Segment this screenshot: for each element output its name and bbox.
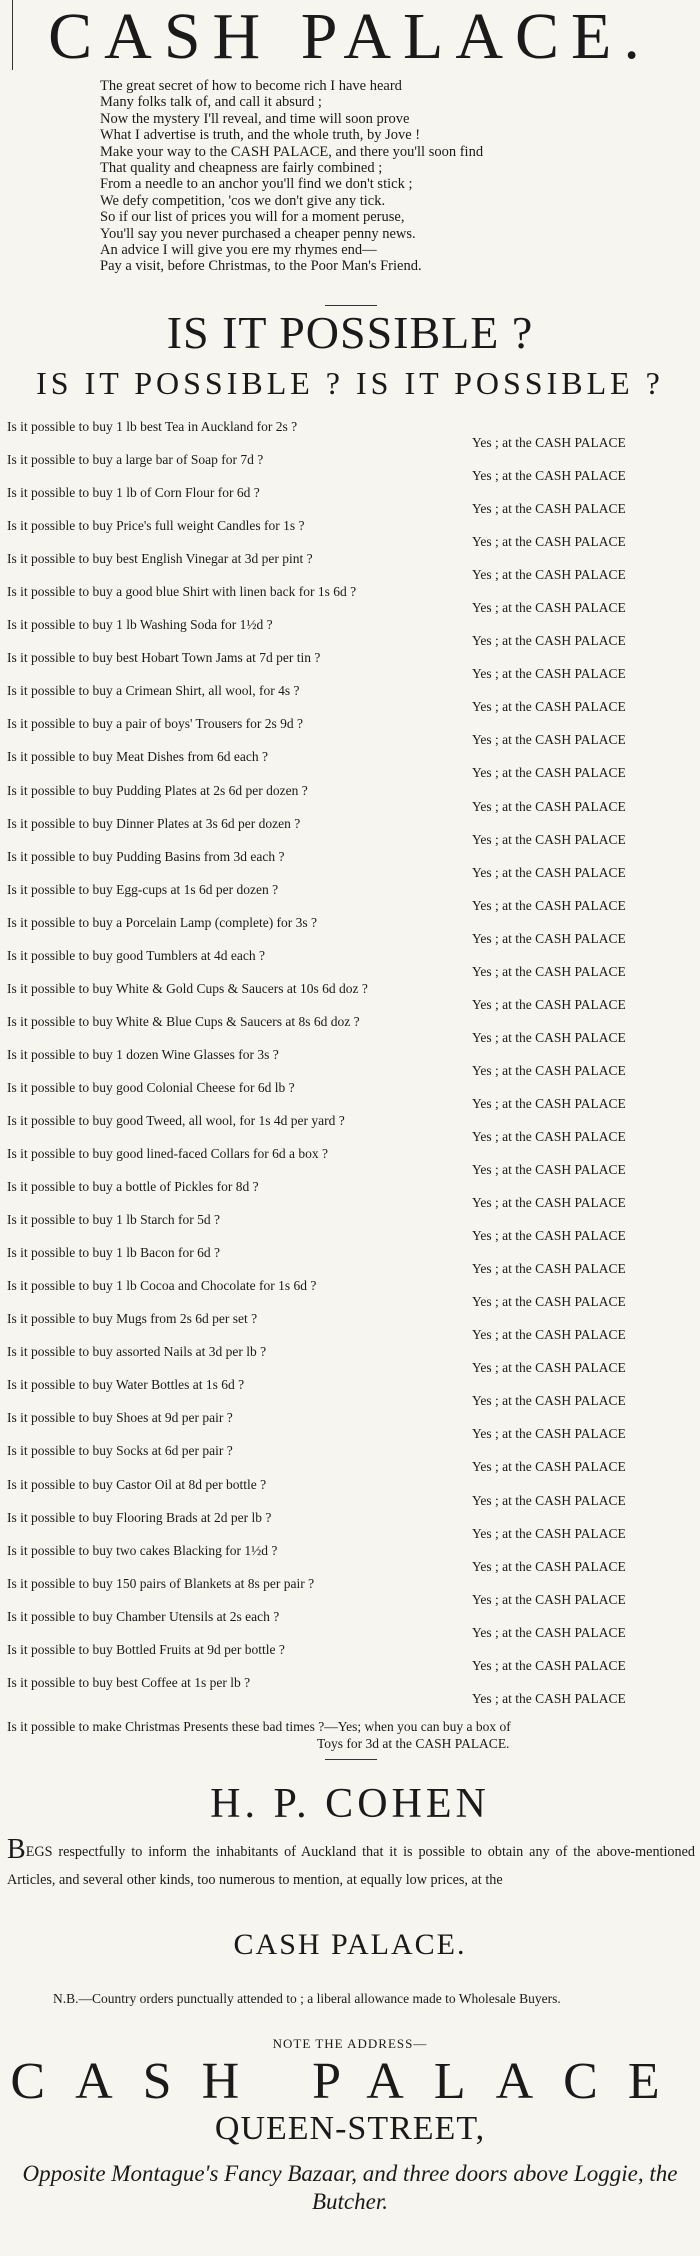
question-text: Is it possible to buy 1 dozen Wine Glasses for 3s ?: [7, 1046, 279, 1062]
street-name: QUEEN-STREET,: [214, 2110, 486, 2147]
answer-text: Yes ; at the CASH PALACE: [472, 1294, 626, 1310]
poem-line: From a needle to an anchor you'll find we don't stick ;: [100, 176, 413, 193]
question-text: Is it possible to buy Water Bottles at 1s 6d ?: [7, 1377, 245, 1393]
drop-cap: B: [7, 1834, 26, 1865]
question-text: Is it possible to buy Shoes at 9d per pair ?: [7, 1410, 233, 1426]
question-row: [0, 416, 700, 449]
question-text: Is it possible to buy 1 lb of Corn Flour for 6d ?: [7, 485, 260, 501]
poem-line: We defy competition, 'cos we don't give any tick.: [100, 192, 386, 209]
question-text: Is it possible to buy Mugs from 2s 6d per set ?: [7, 1311, 258, 1327]
question-row: [0, 1474, 700, 1507]
answer-text: Yes ; at the CASH PALACE: [472, 1459, 626, 1475]
question-text: Is it possible to buy a Crimean Shirt, all wool, for 4s ?: [7, 683, 300, 699]
answer-text: Yes ; at the CASH PALACE: [472, 1690, 626, 1706]
poem-line: You'll say you never purchased a cheaper penny news.: [100, 225, 416, 242]
question-row: [0, 1573, 700, 1606]
question-row: [0, 1242, 700, 1275]
answer-text: Yes ; at the CASH PALACE: [472, 1657, 626, 1673]
answer-text: Yes ; at the CASH PALACE: [472, 864, 626, 880]
question-text: Is it possible to buy Pudding Plates at 2s 6d per dozen ?: [7, 782, 308, 798]
question-text: Is it possible to buy a bottle of Pickles for 8d ?: [7, 1179, 259, 1195]
question-text: Is it possible to buy Castor Oil at 8d per bottle ?: [7, 1476, 267, 1492]
question-list: [0, 416, 700, 1705]
question-text: Is it possible to buy 150 pairs of Blankets at 8s per pair ?: [7, 1575, 315, 1591]
answer-text: Yes ; at the CASH PALACE: [472, 699, 626, 715]
question-row: [0, 1011, 700, 1044]
question-text: Is it possible to buy Dinner Plates at 3s 6d per dozen ?: [7, 815, 301, 831]
poem-line: Many folks talk of, and call it absurd ;: [100, 94, 322, 111]
poem-line: An advice I will give you ere my rhymes end—: [100, 242, 377, 259]
question-text: Is it possible to buy assorted Nails at 3d per lb ?: [7, 1344, 267, 1360]
question-row: [0, 879, 700, 912]
announcement-text: EGS respectfully to inform the inhabitants of Auckland that it is possible to obtain any of the above-mentioned Articles, and several other kinds, too numerous to mention, at equally low prices, at the: [7, 1844, 695, 1888]
answer-text: Yes ; at the CASH PALACE: [472, 468, 626, 484]
poem-line: That quality and cheapness are fairly combined ;: [100, 160, 383, 177]
answer-text: Yes ; at the CASH PALACE: [472, 435, 626, 450]
question-row: [0, 1044, 700, 1077]
cash-palace-banner: CASH PALACE: [10, 2053, 690, 2110]
subheadline: IS IT POSSIBLE ? IS IT POSSIBLE ?: [36, 365, 664, 401]
answer-text: Yes ; at the CASH PALACE: [472, 831, 626, 847]
answer-text: Yes ; at the CASH PALACE: [472, 633, 626, 649]
question-text: Is it possible to buy 1 lb best Tea in Auckland for 2s ?: [7, 419, 298, 434]
question-text: Is it possible to buy 1 lb Bacon for 6d ?: [7, 1245, 220, 1261]
answer-text: Yes ; at the CASH PALACE: [472, 1195, 626, 1211]
answer-text: Yes ; at the CASH PALACE: [472, 930, 626, 946]
question-row: [0, 746, 700, 779]
answer-text: Yes ; at the CASH PALACE: [472, 1426, 626, 1442]
question-row: [0, 846, 700, 879]
question-text: Is it possible to buy best Coffee at 1s per lb ?: [7, 1674, 251, 1690]
question-row: [0, 1077, 700, 1110]
headline: IS IT POSSIBLE ?: [166, 307, 534, 358]
question-row: [0, 945, 700, 978]
poem-line: The great secret of how to become rich I have heard: [100, 78, 402, 94]
question-text: Is it possible to buy a pair of boys' Trousers for 2s 9d ?: [7, 716, 304, 732]
question-text: Is it possible to buy Socks at 6d per pair ?: [7, 1443, 233, 1459]
question-text: Is it possible to buy 1 lb Cocoa and Chocolate for 1s 6d ?: [7, 1278, 317, 1294]
poem-line: Now the mystery I'll reveal, and time will soon prove: [100, 110, 410, 127]
answer-text: Yes ; at the CASH PALACE: [472, 765, 626, 781]
answer-text: Yes ; at the CASH PALACE: [472, 600, 626, 616]
divider: [325, 305, 377, 306]
poem-line: Pay a visit, before Christmas, to the Poor Man's Friend.: [100, 258, 422, 275]
question-text: Is it possible to buy good Colonial Cheese for 6d lb ?: [7, 1079, 295, 1095]
question-row: [0, 978, 700, 1011]
question-row: [0, 581, 700, 614]
answer-text: Yes ; at the CASH PALACE: [472, 501, 626, 517]
location-description: Opposite Montague's Fancy Bazaar, and three doors above Loggie, the Butcher.: [22, 2161, 678, 2214]
address-note: NOTE THE ADDRESS—: [272, 2036, 428, 2051]
answer-text: Yes ; at the CASH PALACE: [472, 1558, 626, 1574]
answer-text: Yes ; at the CASH PALACE: [472, 1128, 626, 1144]
answer-text: Yes ; at the CASH PALACE: [472, 1591, 626, 1607]
question-row: [0, 1341, 700, 1374]
question-text: Is it possible to buy Egg-cups at 1s 6d per dozen ?: [7, 881, 279, 897]
answer-text: Yes ; at the CASH PALACE: [472, 1393, 626, 1409]
answer-text: Yes ; at the CASH PALACE: [472, 1228, 626, 1244]
question-text: Is it possible to buy a large bar of Soap for 7d ?: [7, 452, 264, 468]
poem-line: Make your way to the CASH PALACE, and there you'll soon find: [100, 143, 484, 160]
answer-text: Yes ; at the CASH PALACE: [472, 1492, 626, 1508]
answer-text: Yes ; at the CASH PALACE: [472, 996, 626, 1012]
answer-text: Yes ; at the CASH PALACE: [472, 666, 626, 682]
question-text: Is it possible to buy good Tumblers at 4d each ?: [7, 947, 265, 963]
question-text: Is it possible to buy Meat Dishes from 6d each ?: [7, 749, 268, 765]
answer-text: Yes ; at the CASH PALACE: [472, 1029, 626, 1045]
proprietor-name: H. P. COHEN: [210, 1781, 490, 1827]
question-row: [0, 647, 700, 680]
question-text: Is it possible to buy good Tweed, all wool, for 1s 4d per yard ?: [7, 1112, 345, 1128]
question-text: Is it possible to buy best Hobart Town Jams at 7d per tin ?: [7, 650, 321, 666]
answer-text: Yes ; at the CASH PALACE: [472, 798, 626, 814]
question-row: [0, 515, 700, 548]
question-row: [0, 912, 700, 945]
poem-line: So if our list of prices you will for a moment peruse,: [100, 209, 405, 226]
question-row: [0, 1407, 700, 1440]
christmas-question-tail: Toys for 3d at the CASH PALACE.: [317, 1736, 510, 1751]
poem-line: What I advertise is truth, and the whole truth, by Jove !: [100, 127, 421, 144]
question-row: [0, 449, 700, 482]
cash-palace-heading: CASH PALACE.: [233, 1928, 467, 1961]
question-text: Is it possible to buy Flooring Brads at 2d per lb ?: [7, 1509, 272, 1525]
question-text: Is it possible to buy White & Blue Cups & Saucers at 8s 6d doz ?: [7, 1013, 360, 1029]
christmas-question-line: Is it possible to make Christmas Presents these bad times ?—Yes; when you can buy a box of: [7, 1719, 511, 1734]
question-text: Is it possible to buy Bottled Fruits at 9d per bottle ?: [7, 1641, 285, 1657]
answer-text: Yes ; at the CASH PALACE: [472, 1525, 626, 1541]
poem-block: [100, 78, 660, 275]
answer-text: Yes ; at the CASH PALACE: [472, 534, 626, 550]
question-row: [0, 1143, 700, 1176]
answer-text: Yes ; at the CASH PALACE: [472, 1095, 626, 1111]
question-row: [0, 482, 700, 515]
question-row: [0, 680, 700, 713]
question-row: [0, 1275, 700, 1308]
question-text: Is it possible to buy 1 lb Washing Soda for 1½d ?: [7, 617, 273, 633]
divider: [325, 1759, 377, 1760]
question-row: [0, 1308, 700, 1341]
answer-text: Yes ; at the CASH PALACE: [472, 1162, 626, 1178]
answer-text: Yes ; at the CASH PALACE: [472, 1062, 626, 1078]
masthead-title: CASH PALACE.: [48, 0, 652, 73]
question-row: [0, 1606, 700, 1639]
announcement-paragraph: [7, 1834, 695, 1894]
question-row: [0, 1110, 700, 1143]
answer-text: Yes ; at the CASH PALACE: [472, 1327, 626, 1343]
question-row: [0, 1374, 700, 1407]
question-row: [0, 1639, 700, 1672]
question-text: Is it possible to buy two cakes Blacking for 1½d ?: [7, 1542, 278, 1558]
question-row: [0, 813, 700, 846]
question-row: [0, 614, 700, 647]
question-text: Is it possible to buy White & Gold Cups & Saucers at 10s 6d doz ?: [7, 980, 368, 996]
question-row: [0, 548, 700, 581]
question-text: Is it possible to buy a Porcelain Lamp (complete) for 3s ?: [7, 914, 318, 930]
question-row: [0, 1440, 700, 1473]
question-text: Is it possible to buy Pudding Basins from 3d each ?: [7, 848, 285, 864]
answer-text: Yes ; at the CASH PALACE: [472, 1261, 626, 1277]
question-row: [0, 780, 700, 813]
answer-text: Yes ; at the CASH PALACE: [472, 1624, 626, 1640]
question-row: [0, 1540, 700, 1573]
question-text: Is it possible to buy good lined-faced Collars for 6d a box ?: [7, 1146, 328, 1162]
question-row: [0, 1507, 700, 1540]
question-row: [0, 1672, 700, 1705]
question-text: Is it possible to buy 1 lb Starch for 5d ?: [7, 1212, 220, 1228]
answer-text: Yes ; at the CASH PALACE: [472, 732, 626, 748]
question-row: [0, 1176, 700, 1209]
christmas-question: [7, 1718, 697, 1752]
answer-text: Yes ; at the CASH PALACE: [472, 897, 626, 913]
question-text: Is it possible to buy Price's full weight Candles for 1s ?: [7, 518, 305, 534]
question-row: [0, 1209, 700, 1242]
question-row: [0, 713, 700, 746]
answer-text: Yes ; at the CASH PALACE: [472, 567, 626, 583]
answer-text: Yes ; at the CASH PALACE: [472, 1360, 626, 1376]
nb-note: N.B.—Country orders punctually attended to ; a liberal allowance made to Wholesale Buyers.: [53, 1991, 561, 2006]
question-text: Is it possible to buy a good blue Shirt with linen back for 1s 6d ?: [7, 584, 357, 600]
question-text: Is it possible to buy Chamber Utensils at 2s each ?: [7, 1608, 280, 1624]
question-text: Is it possible to buy best English Vinegar at 3d per pint ?: [7, 551, 313, 567]
answer-text: Yes ; at the CASH PALACE: [472, 963, 626, 979]
